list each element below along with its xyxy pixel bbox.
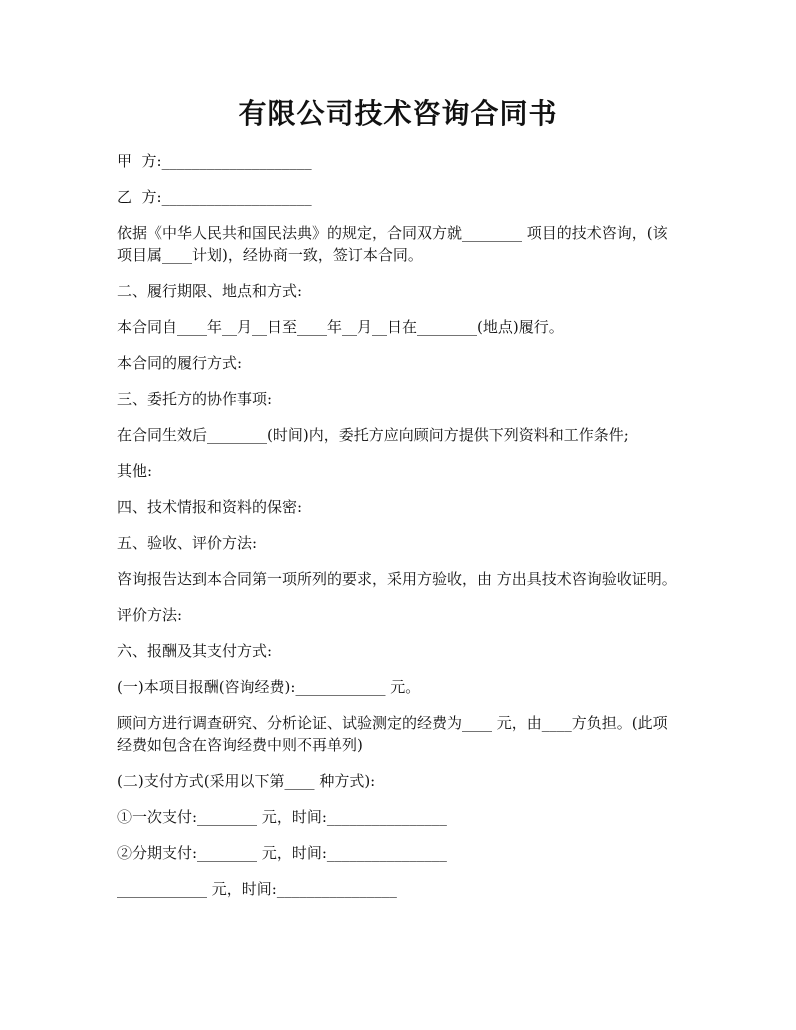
- acceptance-paragraph: 咨询报告达到本合同第一项所列的要求，采用方验收，由 方出具技术咨询验收证明。: [117, 570, 677, 588]
- party-a-line: 甲 方:____________________: [117, 152, 312, 170]
- research-expense-paragraph: 顾问方进行调查研究、分析论证、试验测定的经费为____ 元，由____方负担。(此项经费如包含在咨询经费中则不再单列): [117, 714, 668, 754]
- other-line: 其他:: [117, 462, 153, 480]
- document-body: [117, 150, 682, 913]
- additional-payment-line: ____________ 元，时间:________________: [117, 880, 397, 898]
- installment-payment-line: ②分期支付:________ 元，时间:________________: [117, 844, 447, 862]
- performance-method-line: 本合同的履行方式:: [117, 354, 243, 372]
- party-b-line: 乙 方:____________________: [117, 188, 312, 206]
- payment-method-line: (二)支付方式(采用以下第____ 种方式):: [117, 772, 376, 790]
- section-2-heading: 二、履行期限、地点和方式:: [117, 282, 303, 300]
- cooperation-items-line: 在合同生效后________(时间)内，委托方应向顾问方提供下列资料和工作条件;: [117, 426, 629, 444]
- project-fee-line: (一)本项目报酬(咨询经费):____________ 元。: [117, 678, 421, 696]
- contract-basis-paragraph: 依据《中华人民共和国民法典》的规定，合同双方就________ 项目的技术咨询，(该项目属____计划)，经协商一致，签订本合同。: [117, 224, 668, 264]
- section-4-heading: 四、技术情报和资料的保密:: [117, 498, 303, 516]
- evaluation-method-line: 评价方法:: [117, 606, 183, 624]
- performance-period-line: 本合同自____年__月__日至____年__月__日在________(地点)履行。: [117, 318, 564, 336]
- section-6-heading: 六、报酬及其支付方式:: [117, 642, 273, 660]
- section-5-heading: 五、验收、评价方法:: [117, 534, 258, 552]
- document-title: 有限公司技术咨询合同书: [238, 97, 558, 130]
- single-payment-line: ①一次支付:________ 元，时间:________________: [117, 808, 447, 826]
- section-3-heading: 三、委托方的协作事项:: [117, 390, 273, 408]
